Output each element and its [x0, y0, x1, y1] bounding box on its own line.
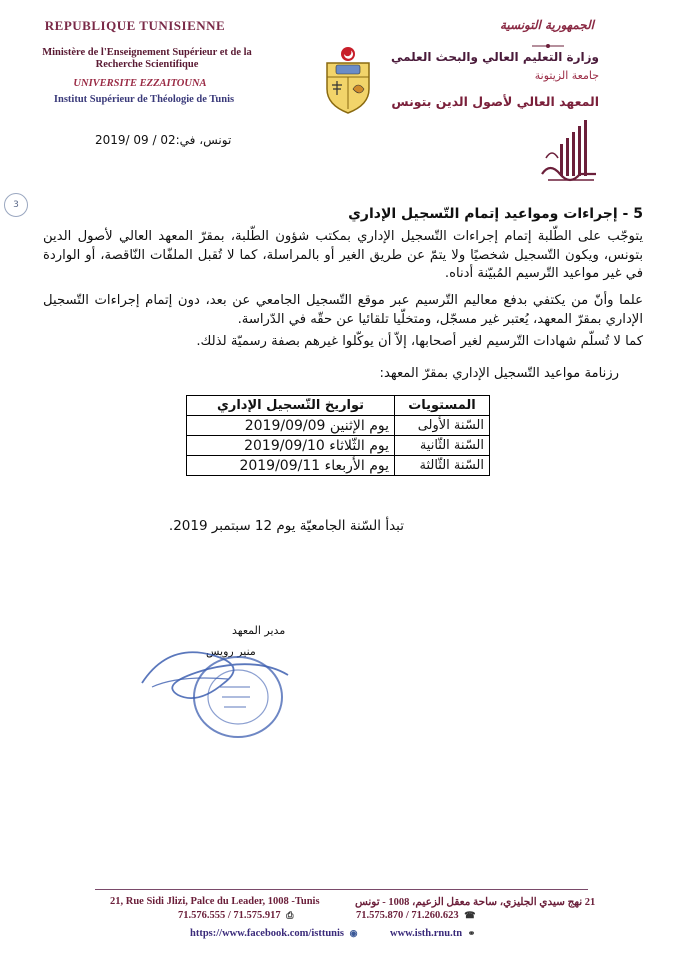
header-republic-fr: REPUBLIQUE TUNISIENNE: [44, 18, 226, 33]
signature-title: مدير المعهد: [232, 624, 286, 637]
header-republic-ar: الجمهورية التونسية: [499, 18, 594, 32]
table-row: [187, 436, 490, 456]
website-link[interactable]: www.isth.rnu.tn: [390, 928, 463, 939]
institute-logo: [540, 118, 600, 184]
footer-facebook[interactable]: [190, 928, 358, 939]
header-ornament: [530, 36, 566, 46]
footer-fax: [178, 910, 294, 921]
header-ministry-fr: Ministère de l'Enseignement Supérieur et de la Recherche Scientifique: [42, 47, 252, 70]
signature-name: منير رويس: [206, 645, 256, 658]
table-header-row: [187, 396, 490, 416]
facebook-link[interactable]: https://www.facebook.com/isttunis: [190, 928, 345, 939]
header-institute-ar: المعهد العالي لأصول الدين بتونس: [391, 94, 599, 109]
paragraph-registration-rules: يتوجّب على الطّلبة إتمام إجراءات التّسجيل الإداري بمكتب شؤون الطّلبة، بمقرّ المعهد العالي لأصول الدين بتونس، ويكون التّسجيل شخصيًا ولا يتمّ عن طريق الغير أو بالمراسلة، كما لا تُقبل الملفّات النّاقصة، أو الواردة في غير مواعيد التّرسيم المُبيّنة أدناه.: [43, 229, 643, 281]
header-levels: المستويات: [395, 396, 490, 416]
header-university-fr: UNIVERSITE EZZAITOUNA: [73, 78, 207, 89]
registration-schedule-table: [186, 395, 490, 476]
official-stamp-and-signature: [138, 635, 298, 745]
footer-divider: [95, 889, 588, 890]
facebook-icon: ◉: [349, 928, 358, 938]
page-number-badge: 3: [4, 193, 28, 217]
footer-address-fr: 21, Rue Sidi Jlizi, Palce du Leader, 1008 -Tunis: [110, 896, 320, 907]
header-institute-fr: Institut Supérieur de Théologie de Tunis: [53, 94, 235, 105]
date-cell: يوم الثّلاثاء 2019/09/10: [187, 436, 395, 456]
section-title: 5 - إجراءات ومواعيد إتمام التّسجيل الإداري: [348, 206, 643, 222]
footer-address-ar: 21 نهج سيدي الجليزي، ساحة معقل الزعيم، 1008 - تونس: [355, 897, 596, 908]
phone-icon: ☎: [464, 910, 476, 920]
header-university-ar: جامعة الزيتونة: [534, 69, 599, 82]
date-cell: يوم الإثنين 2019/09/09: [187, 416, 395, 436]
level-cell: السّنة الأولى: [395, 416, 490, 436]
fax-icon: ⎙: [286, 910, 294, 920]
date-cell: يوم الأربعاء 2019/09/11: [187, 456, 395, 476]
footer-phone: [356, 910, 476, 921]
table-row: [187, 416, 490, 436]
level-cell: السّنة الثّالثة: [395, 456, 490, 476]
level-cell: السّنة الثّانية: [395, 436, 490, 456]
header-dates: تواريخ التّسجيل الإداري: [187, 396, 395, 416]
paragraph-online-payment-note: علما وأنّ من يكتفي بدفع معاليم التّرسيم عبر موقع التّسجيل الجامعي عن بعد، دون إتمام إجراءات التّسجيل الإداري بمقرّ المعهد، يُعتبر غير مسجّل، ومتخلّيا تلقائيا عن حقّه في الدّراسة.: [43, 293, 643, 327]
header-ministry-ar: وزارة التعليم العالي والبحث العلمي: [390, 50, 599, 64]
footer-fax-number: 71.576.555 / 71.575.917: [178, 910, 281, 921]
table-row: [187, 456, 490, 476]
footer-phone-number: 71.575.870 / 71.260.623: [356, 910, 459, 921]
footer-website[interactable]: [390, 928, 475, 939]
tunisia-coat-of-arms-emblem: [322, 45, 374, 115]
schedule-intro: رزنامة مواعيد التّسجيل الإداري بمقرّ المعهد:: [379, 366, 619, 381]
globe-icon: ⚭: [467, 928, 476, 938]
academic-year-start-note: تبدأ السّنة الجامعيّة يوم 12 سبتمبر 2019.: [168, 518, 404, 534]
document-date: تونس، في:02 / 09 /2019: [95, 133, 232, 147]
paragraph-certificates-note: كما لا تُسلّم شهادات التّرسيم لغير أصحابها، إلاّ أن يوكّلوا غيرهم بصفة رسميّة لذلك.: [196, 334, 643, 349]
